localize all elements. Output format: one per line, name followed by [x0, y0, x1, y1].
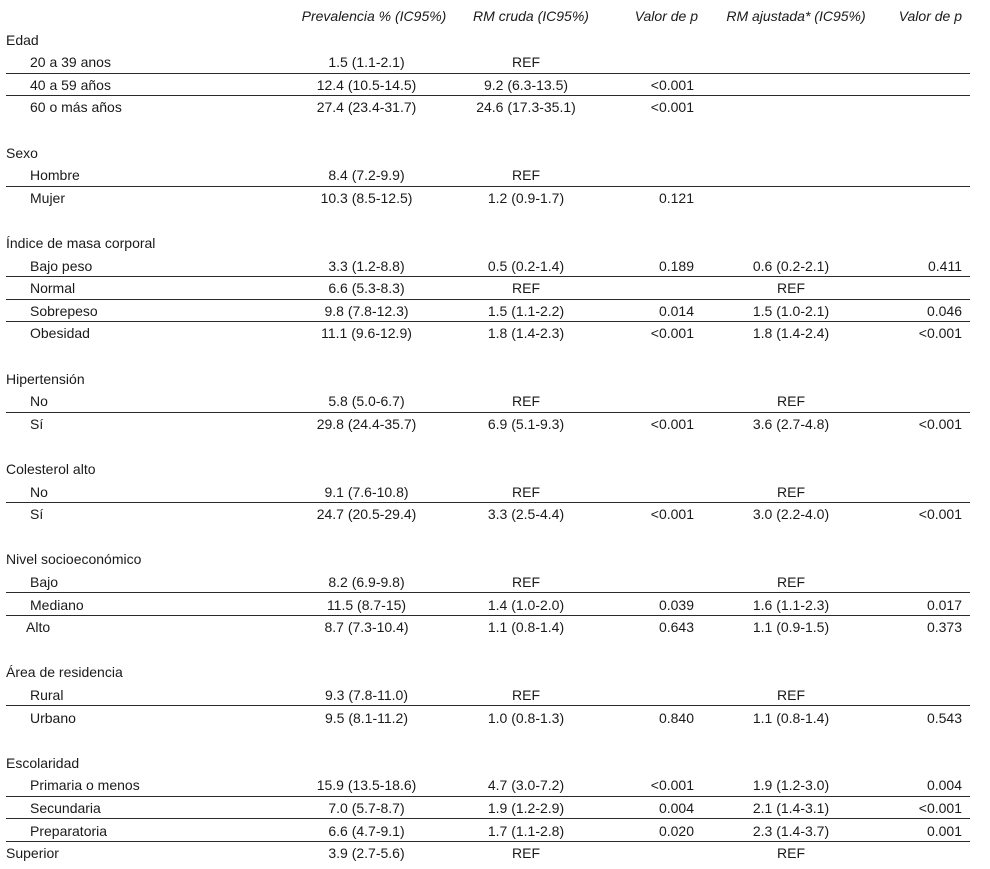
cell-prevalence: 10.3 (8.5-12.5)	[320, 189, 413, 206]
cell-rm-adjusted	[711, 74, 871, 96]
cell-p-value-crude	[594, 842, 694, 865]
cell-p-value-crude: <0.001	[650, 99, 694, 116]
cell-rm-crude: REF	[512, 54, 540, 71]
cell-prevalence: 8.7 (7.3-10.4)	[324, 619, 409, 636]
cell-p-value-crude	[594, 164, 694, 186]
cell-p-value-crude: <0.001	[650, 506, 694, 523]
cell-p-value-crude: <0.001	[650, 325, 694, 342]
row-label: No	[30, 483, 48, 500]
cell-rm-adjusted	[711, 51, 871, 73]
cell-p-value-adjusted	[866, 842, 962, 865]
cell-rm-crude: REF	[512, 845, 540, 862]
table-row	[6, 255, 970, 278]
row-label: Alto	[26, 619, 51, 636]
table-row	[6, 51, 970, 74]
cell-p-value-adjusted	[866, 164, 962, 186]
cell-p-value-adjusted	[866, 74, 962, 96]
cell-p-value-adjusted	[866, 571, 962, 593]
row-label: Secundaria	[30, 799, 101, 816]
row-label: Primaria o menos	[30, 777, 140, 794]
cell-p-value-crude: 0.020	[658, 822, 694, 839]
cell-p-value-adjusted: 0.373	[926, 619, 962, 636]
cell-rm-crude: REF	[512, 686, 540, 703]
cell-p-value-crude: 0.189	[658, 257, 694, 274]
table-row	[6, 684, 970, 707]
row-label: Mediano	[30, 596, 84, 613]
cell-p-value-adjusted	[866, 481, 962, 503]
table-row	[6, 571, 970, 594]
cell-rm-crude: 1.7 (1.1-2.8)	[487, 822, 565, 839]
section-title-row	[6, 142, 970, 165]
cell-rm-crude: REF	[512, 280, 540, 297]
table-row	[6, 594, 970, 617]
section-title: Colesterol alto	[6, 460, 96, 477]
cell-prevalence: 29.8 (24.4-35.7)	[316, 415, 417, 432]
cell-prevalence: 9.3 (7.8-11.0)	[324, 686, 408, 703]
section-title: Hipertensión	[6, 370, 85, 387]
cell-p-value-adjusted: <0.001	[918, 506, 962, 523]
cell-prevalence: 15.9 (13.5-18.6)	[316, 777, 417, 794]
table-row	[6, 707, 970, 730]
section-title-row	[6, 232, 970, 255]
cell-rm-adjusted	[711, 96, 871, 119]
section-title: Edad	[6, 31, 39, 48]
cell-rm-crude: REF	[512, 167, 540, 184]
cell-rm-adjusted: 2.3 (1.4-3.7)	[752, 822, 830, 839]
cell-p-value-adjusted: 0.001	[926, 822, 962, 839]
cell-p-value-adjusted: 0.411	[928, 257, 962, 274]
cell-p-value-adjusted: <0.001	[918, 799, 962, 816]
row-label: Superior	[6, 845, 59, 862]
section-title: Índice de masa corporal	[6, 234, 156, 251]
cell-p-value-crude: <0.001	[650, 76, 694, 93]
cell-p-value-adjusted: 0.046	[926, 302, 962, 319]
cell-p-value-adjusted	[866, 390, 962, 412]
section-title: Escolaridad	[6, 754, 80, 771]
cell-p-value-crude: 0.121	[658, 189, 694, 206]
cell-rm-adjusted: 1.1 (0.8-1.4)	[752, 709, 830, 726]
table-row	[6, 277, 970, 300]
cell-prevalence: 11.5 (8.7-15)	[326, 596, 407, 613]
section-title: Sexo	[6, 144, 38, 161]
table-row	[6, 774, 970, 797]
cell-prevalence: 3.9 (2.7-5.6)	[328, 845, 405, 862]
cell-prevalence: 6.6 (5.3-8.3)	[328, 280, 405, 297]
cell-rm-adjusted: 0.6 (0.2-2.1)	[752, 257, 830, 274]
cell-rm-crude: 1.2 (0.9-1.7)	[487, 189, 565, 206]
cell-prevalence: 1.5 (1.1-2.1)	[328, 54, 405, 71]
cell-rm-adjusted	[711, 187, 871, 210]
cell-rm-adjusted: REF	[777, 686, 805, 703]
cell-rm-adjusted: 3.6 (2.7-4.8)	[752, 415, 830, 432]
cell-p-value-crude: 0.840	[658, 709, 694, 726]
row-label: Preparatoria	[30, 822, 108, 839]
row-label: Hombre	[30, 167, 80, 184]
cell-prevalence: 5.8 (5.0-6.7)	[328, 393, 405, 410]
cell-rm-crude: 1.4 (1.0-2.0)	[487, 596, 565, 613]
header-p-value-crude: Valor de p	[634, 8, 698, 24]
table-row	[6, 820, 970, 843]
cell-rm-adjusted: 3.0 (2.2-4.0)	[752, 506, 830, 523]
section-title-row	[6, 548, 970, 571]
row-label: 20 a 39 anos	[30, 54, 111, 71]
table-row	[6, 74, 970, 97]
cell-rm-crude: REF	[512, 393, 540, 410]
cell-rm-adjusted: 1.1 (0.9-1.5)	[752, 619, 830, 636]
cell-p-value-adjusted	[866, 96, 962, 119]
cell-prevalence: 9.8 (7.8-12.3)	[324, 302, 409, 319]
cell-p-value-adjusted: <0.001	[918, 415, 962, 432]
table-row	[6, 797, 970, 820]
header-p-value-adjusted: Valor de p	[898, 8, 962, 24]
table-row	[6, 187, 970, 210]
cell-p-value-crude	[594, 277, 694, 299]
row-label: 60 o más años	[30, 99, 122, 116]
table-row	[6, 300, 970, 323]
cell-rm-crude: 6.9 (5.1-9.3)	[487, 415, 565, 432]
cell-p-value-adjusted	[866, 684, 962, 706]
row-label: Sí	[30, 506, 44, 523]
table-row	[6, 390, 970, 413]
table-row	[6, 503, 970, 526]
cell-rm-crude: 24.6 (17.3-35.1)	[476, 99, 576, 116]
cell-p-value-adjusted	[866, 277, 962, 299]
section-title-row	[6, 661, 970, 684]
row-label: Bajo peso	[30, 257, 93, 274]
cell-rm-adjusted: 1.5 (1.0-2.1)	[752, 302, 830, 319]
cell-p-value-crude	[594, 51, 694, 73]
header-rm-adjusted: RM ajustada* (IC95%)	[726, 8, 866, 24]
table-header-row	[6, 5, 970, 28]
cell-p-value-crude	[594, 571, 694, 593]
cell-prevalence: 12.4 (10.5-14.5)	[316, 76, 417, 93]
cell-rm-adjusted: REF	[777, 483, 805, 500]
cell-rm-crude: 1.1 (0.8-1.4)	[487, 619, 565, 636]
cell-rm-adjusted: REF	[777, 845, 805, 862]
cell-p-value-adjusted	[866, 187, 962, 210]
cell-rm-adjusted: REF	[777, 280, 805, 297]
cell-prevalence: 11.1 (9.6-12.9)	[321, 325, 412, 342]
table-row	[6, 96, 970, 119]
table-row	[6, 616, 970, 639]
row-label: Normal	[30, 280, 76, 297]
cell-rm-adjusted: REF	[777, 393, 805, 410]
table-row	[6, 322, 970, 345]
cell-rm-crude: REF	[512, 483, 540, 500]
cell-prevalence: 8.4 (7.2-9.9)	[328, 167, 405, 184]
section-title-row	[6, 752, 970, 775]
cell-rm-adjusted	[711, 164, 871, 186]
row-label: Obesidad	[30, 325, 90, 342]
row-label: Bajo	[30, 573, 59, 590]
section-title-row	[6, 458, 970, 481]
cell-p-value-crude: <0.001	[650, 777, 694, 794]
cell-p-value-adjusted: 0.017	[926, 596, 962, 613]
cell-p-value-crude: 0.039	[658, 596, 694, 613]
cell-rm-adjusted: REF	[777, 573, 805, 590]
cell-rm-adjusted: 1.6 (1.1-2.3)	[752, 596, 830, 613]
cell-rm-crude: 9.2 (6.3-13.5)	[483, 76, 569, 93]
table-row	[6, 413, 970, 436]
cell-p-value-adjusted	[866, 51, 962, 73]
cell-rm-crude: 1.9 (1.2-2.9)	[487, 799, 565, 816]
cell-prevalence: 27.4 (23.4-31.7)	[316, 99, 417, 116]
cell-p-value-adjusted: 0.004	[926, 777, 962, 794]
cell-rm-crude: 1.8 (1.4-2.3)	[487, 325, 565, 342]
cell-p-value-crude	[594, 684, 694, 706]
cell-p-value-adjusted: <0.001	[918, 325, 962, 342]
cell-rm-adjusted: 1.8 (1.4-2.4)	[752, 325, 830, 342]
row-label: No	[30, 393, 48, 410]
section-title: Nivel socioeconómico	[6, 551, 142, 568]
cell-p-value-crude: 0.643	[658, 619, 694, 636]
header-prevalence: Prevalencia % (IC95%)	[301, 8, 447, 24]
row-label: Sobrepeso	[30, 302, 98, 319]
section-title-row	[6, 29, 970, 52]
cell-prevalence: 9.5 (8.1-11.2)	[324, 709, 408, 726]
cell-p-value-crude	[594, 390, 694, 412]
cell-p-value-crude: 0.014	[658, 302, 694, 319]
row-label: 40 a 59 años	[30, 76, 111, 93]
cell-rm-crude: REF	[512, 573, 540, 590]
table-row	[6, 481, 970, 504]
header-rm-crude: RM cruda (IC95%)	[473, 8, 589, 24]
cell-prevalence: 7.0 (5.7-8.7)	[328, 799, 405, 816]
cell-p-value-adjusted: 0.543	[926, 709, 962, 726]
cell-rm-crude: 4.7 (3.0-7.2)	[487, 777, 565, 794]
cell-rm-adjusted: 1.9 (1.2-3.0)	[752, 777, 830, 794]
cell-prevalence: 9.1 (7.6-10.8)	[324, 483, 409, 500]
section-title-row	[6, 368, 970, 391]
cell-p-value-crude: <0.001	[650, 415, 694, 432]
row-label: Urbano	[30, 709, 76, 726]
cell-rm-adjusted: 2.1 (1.4-3.1)	[752, 799, 830, 816]
row-label: Sí	[30, 415, 44, 432]
row-label: Rural	[30, 686, 64, 703]
table-row	[6, 842, 970, 865]
row-label: Mujer	[30, 189, 66, 206]
cell-prevalence: 24.7 (20.5-29.4)	[316, 506, 417, 523]
cell-p-value-crude	[594, 481, 694, 503]
table-row	[6, 164, 970, 187]
section-title: Área de residencia	[6, 664, 123, 681]
cell-rm-crude: 1.5 (1.1-2.2)	[487, 302, 565, 319]
cell-prevalence: 3.3 (1.2-8.8)	[328, 257, 405, 274]
cell-prevalence: 6.6 (4.7-9.1)	[328, 822, 405, 839]
cell-p-value-crude: 0.004	[658, 799, 694, 816]
cell-rm-crude: 3.3 (2.5-4.4)	[487, 506, 565, 523]
cell-rm-crude: 0.5 (0.2-1.4)	[487, 257, 565, 274]
cell-rm-crude: 1.0 (0.8-1.3)	[487, 709, 565, 726]
cell-prevalence: 8.2 (6.9-9.8)	[328, 573, 405, 590]
